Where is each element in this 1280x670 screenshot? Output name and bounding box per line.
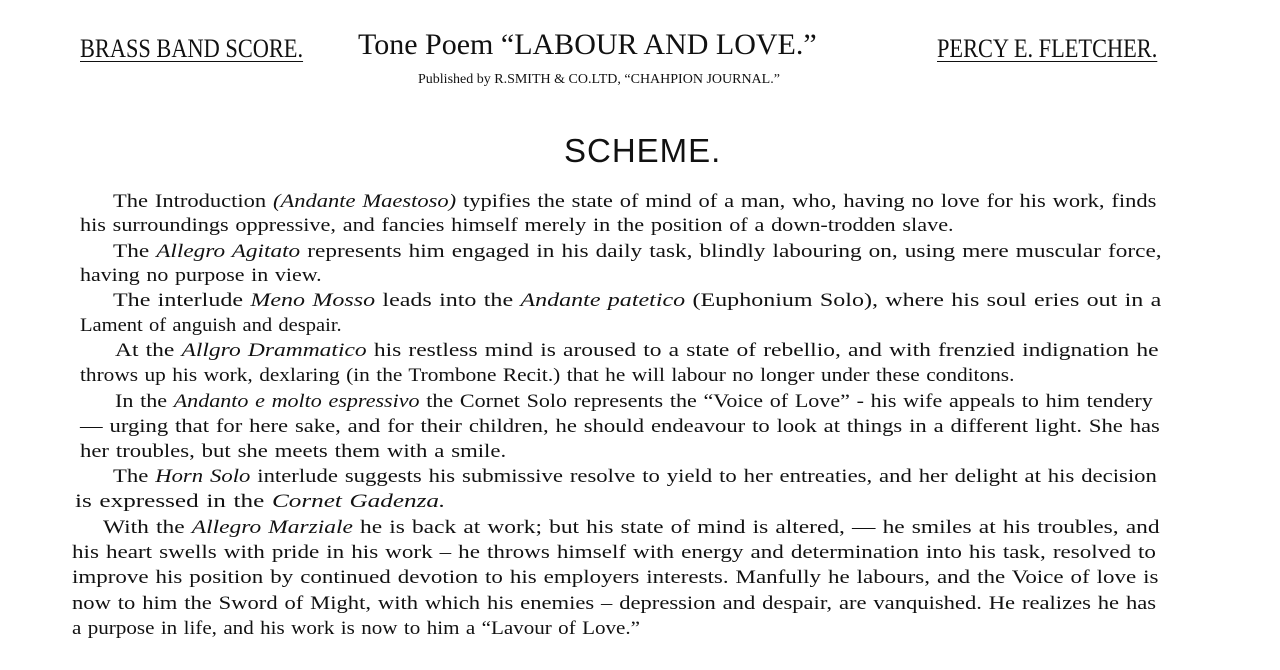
publisher-line: Published by R.SMITH & CO.LTD, “CHAHPION JOURNAL.”	[418, 72, 780, 87]
text-line	[113, 190, 1156, 214]
text-run: Lament of anguish and despair.	[80, 316, 342, 336]
page-title: Tone Poem “LABOUR AND LOVE.”	[358, 28, 817, 61]
text-line	[80, 440, 506, 464]
text-line	[103, 516, 1160, 540]
text-line	[113, 289, 1161, 313]
italic-term: Allgro Drammatico	[181, 341, 367, 361]
text-line	[80, 314, 342, 338]
text-run: The	[113, 467, 156, 487]
text-line	[72, 617, 640, 641]
text-line	[113, 465, 1157, 489]
text-run: In the	[115, 392, 174, 412]
text-run: typifies the state of mind of a man, who, having no love for his work, finds	[456, 192, 1157, 212]
text-line	[80, 214, 954, 238]
text-line	[72, 541, 1156, 565]
score-type-label: BRASS BAND SCORE.	[80, 34, 304, 63]
text-run: With the	[103, 518, 192, 538]
italic-term: Allegro Agitato	[156, 242, 301, 262]
text-line	[113, 240, 1162, 264]
text-run: is expressed in the	[75, 492, 272, 512]
text-run: The Introduction	[113, 192, 273, 212]
scheme-heading: SCHEME.	[564, 132, 722, 169]
italic-term: Cornet Gadenza.	[271, 492, 446, 512]
text-run: he is back at work; but his state of mind is altered, — he smiles at his troubles, and	[352, 518, 1160, 538]
text-run: At the	[115, 341, 182, 361]
text-run: her troubles, but she meets them with a smile.	[80, 442, 507, 462]
text-run: his surroundings oppressive, and fancies himself merely in the position of a down-trodden slave.	[80, 216, 954, 236]
text-run: having no purpose in view.	[80, 266, 322, 286]
text-run: represents him engaged in his daily task, blindly labouring on, using mere muscular force,	[300, 242, 1162, 262]
text-run: throws up his work, dexlaring (in the Trombone Recit.) that he will labour no longer under these conditons.	[80, 366, 1015, 386]
text-run: a purpose in life, and his work is now to him a “Lavour of Love.”	[72, 619, 640, 639]
text-run: now to him the Sword of Might, with which his enemies – depression and despair, are vanquished. He realizes he has	[72, 594, 1157, 614]
text-line	[80, 364, 1014, 388]
text-line	[75, 490, 445, 514]
text-line	[72, 566, 1158, 590]
italic-term: (Andante Maestoso)	[272, 192, 457, 212]
text-run: his restless mind is aroused to a state of rebellio, and with frenzied indignation he	[366, 341, 1159, 361]
text-run: interlude suggests his submissive resolve to yield to her entreaties, and her delight at his decision	[250, 467, 1157, 487]
text-line	[80, 264, 322, 288]
text-run: his heart swells with pride in his work – he throws himself with energy and determination into his task, resolved to	[72, 543, 1156, 563]
composer-name: PERCY E. FLETCHER.	[937, 34, 1158, 63]
italic-term: Andanto e molto espressivo	[173, 392, 420, 412]
text-run: leads into the	[375, 291, 521, 311]
text-run: The interlude	[113, 291, 251, 311]
text-run: The	[113, 242, 157, 262]
italic-term: Meno Mosso	[250, 291, 376, 311]
italic-term: Andante patetico	[520, 291, 686, 311]
italic-term: Horn Solo	[155, 467, 251, 487]
text-line	[80, 415, 1160, 439]
text-line	[72, 592, 1156, 616]
text-line	[115, 390, 1153, 414]
italic-term: Allegro Marziale	[191, 518, 353, 538]
text-run: improve his position by continued devotion to his employers interests. Manfully he labours, and the Voice of love is	[72, 568, 1159, 588]
text-run: (Euphonium Solo), where his soul eries out in a	[685, 291, 1162, 311]
text-run: the Cornet Solo represents the “Voice of Love” - his wife appeals to him tendery	[419, 392, 1153, 412]
text-line	[115, 339, 1159, 363]
text-run: — urging that for here sake, and for their children, he should endeavour to look at things in a different light. She has	[80, 417, 1160, 437]
